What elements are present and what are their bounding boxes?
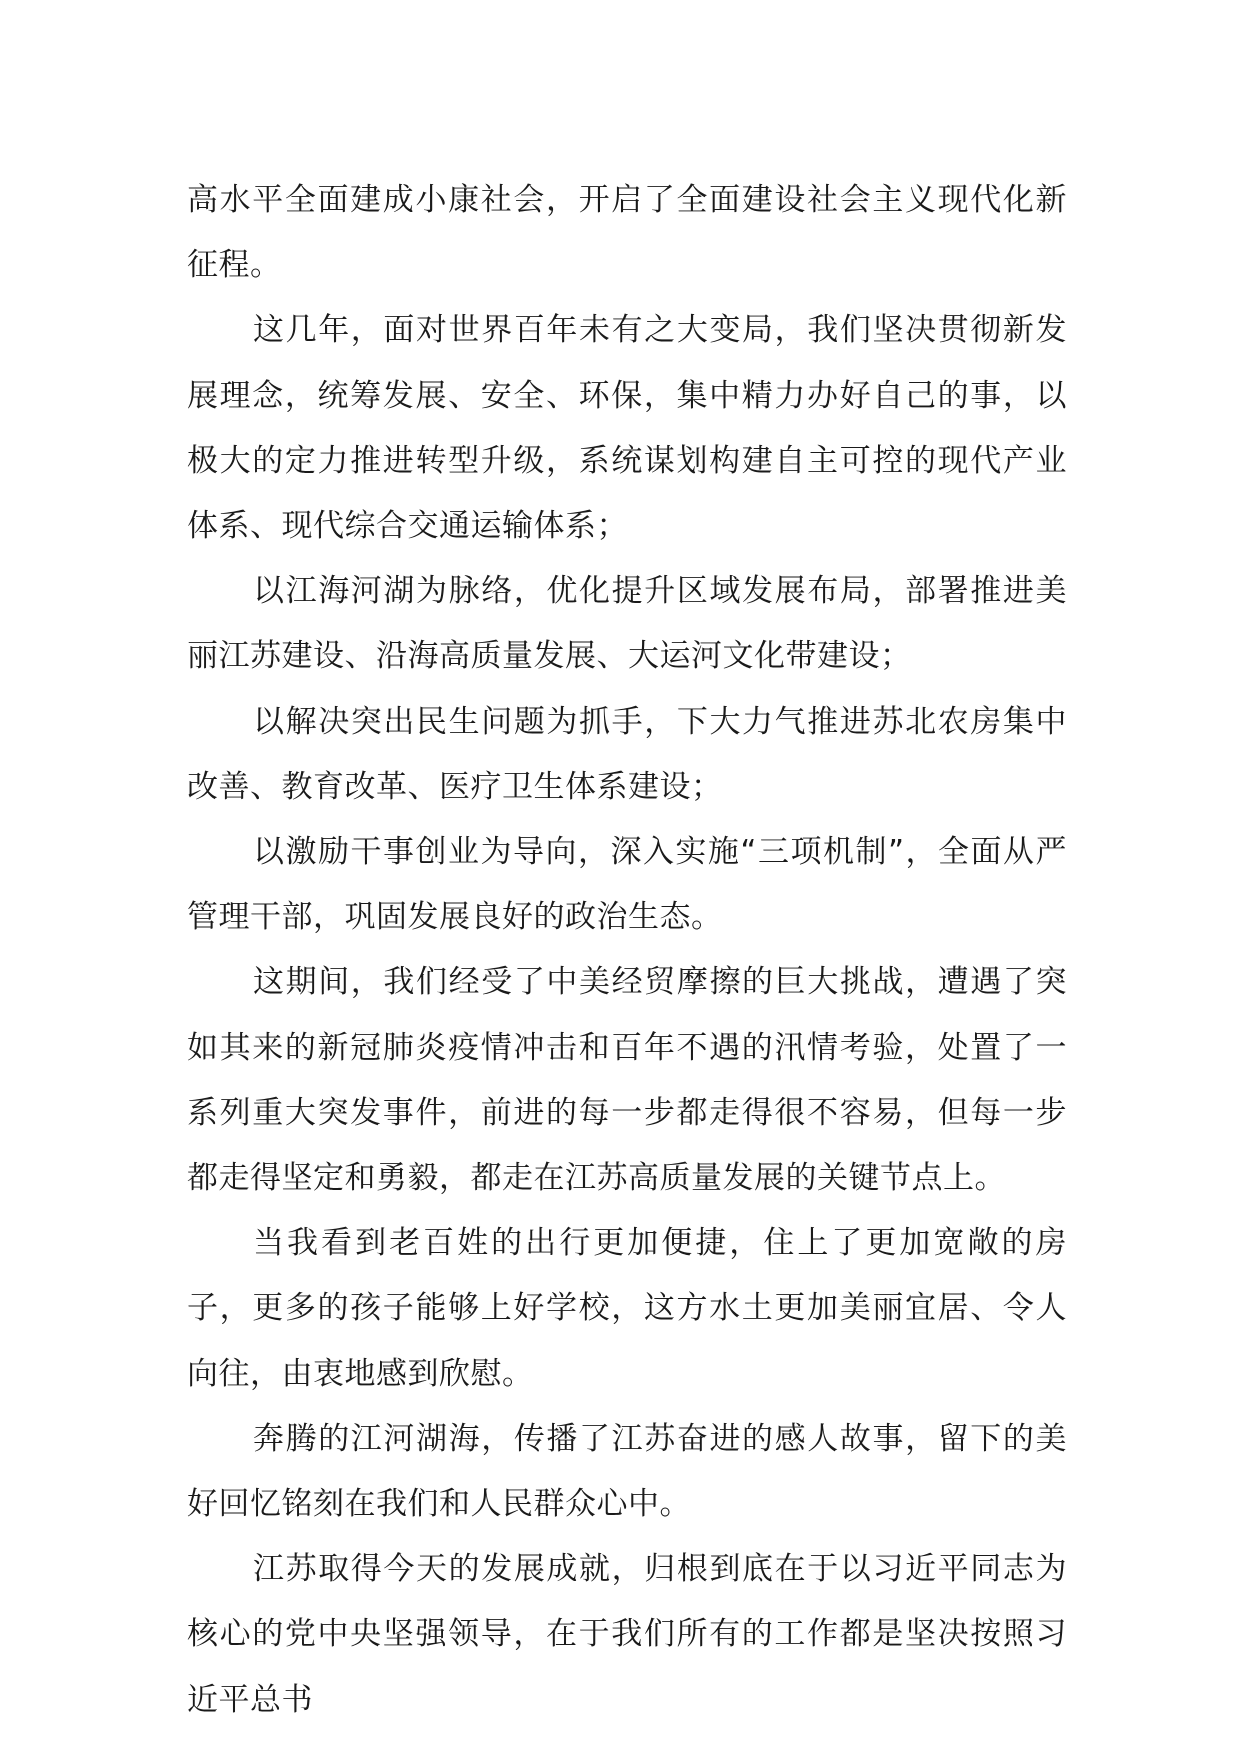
paragraph: 这期间，我们经受了中美经贸摩擦的巨大挑战，遭遇了突如其来的新冠肺炎疫情冲击和百年不遇的汛情考验，处置了一系列重大突发事件，前进的每一步都走得很不容易，但每一步都走得坚定和勇毅，都走在江苏高质量发展的关键节点上。 [187, 964, 1067, 1197]
paragraph: 江苏取得今天的发展成就，归根到底在于以习近平同志为核心的党中央坚强领导，在于我们所有的工作都是坚决按照习近平总书 [187, 1551, 1067, 1718]
paragraph-continuation: 高水平全面建成小康社会，开启了全面建设社会主义现代化新征程。 [187, 182, 1067, 284]
paragraph: 这几年，面对世界百年未有之大变局，我们坚决贯彻新发展理念，统筹发展、安全、环保，集中精力办好自己的事，以极大的定力推进转型升级，系统谋划构建自主可控的现代产业体系、现代综合交通运输体系； [187, 312, 1067, 545]
paragraph: 以江海河湖为脉络，优化提升区域发展布局，部署推进美丽江苏建设、沿海高质量发展、大运河文化带建设； [187, 573, 1067, 675]
paragraph: 当我看到老百姓的出行更加便捷，住上了更加宽敞的房子，更多的孩子能够上好学校，这方水土更加美丽宜居、令人向往，由衷地感到欣慰。 [187, 1225, 1067, 1392]
paragraph: 以激励干事创业为导向，深入实施“三项机制”，全面从严管理干部，巩固发展良好的政治生态。 [187, 834, 1067, 936]
paragraph: 以解决突出民生问题为抓手，下大力气推进苏北农房集中改善、教育改革、医疗卫生体系建设； [187, 703, 1067, 805]
document-body [187, 168, 1067, 1733]
paragraph: 奔腾的江河湖海，传播了江苏奋进的感人故事，留下的美好回忆铭刻在我们和人民群众心中。 [187, 1420, 1067, 1523]
